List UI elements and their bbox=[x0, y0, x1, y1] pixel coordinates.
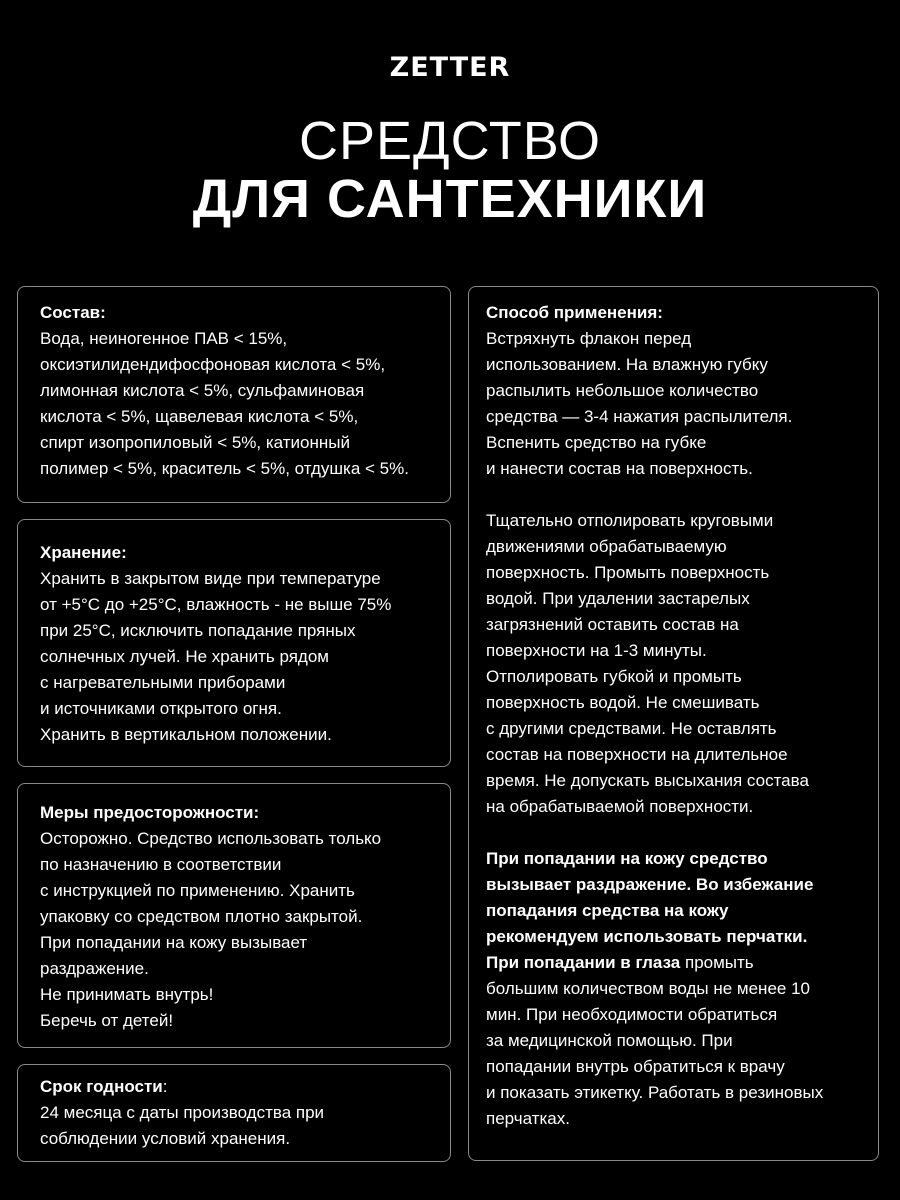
usage-line: Встряхнуть флакон перед bbox=[486, 329, 692, 348]
precautions-line: с инструкцией по применению. Хранить bbox=[40, 881, 355, 900]
precautions-line: При попадании на кожу вызывает bbox=[40, 933, 308, 952]
composition-card bbox=[17, 286, 451, 503]
shelf-life-colon: : bbox=[162, 1077, 168, 1096]
usage-line: водой. При удалении застарелых bbox=[486, 589, 750, 608]
usage-warning-line: При попадании на кожу средство bbox=[486, 849, 768, 868]
usage-line: Отполировать губкой и промыть bbox=[486, 667, 742, 686]
storage-line: с нагревательными приборами bbox=[40, 673, 286, 692]
usage-line: Тщательно отполировать круговыми bbox=[486, 511, 774, 530]
storage-line: и источниками открытого огня. bbox=[40, 699, 282, 718]
usage-line: с другими средствами. Не оставлять bbox=[486, 719, 777, 738]
eyes-warning-bold: При попадании в глаза bbox=[486, 953, 681, 972]
composition-line: кислота < 5%, щавелевая кислота < 5%, bbox=[40, 407, 359, 426]
shelf-life-card bbox=[17, 1064, 451, 1162]
page-title-line2: ДЛЯ САНТЕХНИКИ bbox=[192, 169, 708, 229]
usage-line: поверхность водой. Не смешивать bbox=[486, 693, 760, 712]
usage-line: и показать этикетку. Работать в резиновых bbox=[486, 1083, 824, 1102]
storage-heading: Хранение: bbox=[40, 543, 127, 562]
usage-line: за медицинской помощью. При bbox=[486, 1031, 733, 1050]
usage-warning-line: попадания средства на кожу bbox=[486, 901, 729, 920]
usage-line: Вспенить средство на губке bbox=[486, 433, 707, 452]
usage-heading: Способ применения: bbox=[486, 303, 663, 322]
composition-heading: Состав: bbox=[40, 303, 106, 322]
usage-line: мин. При необходимости обратиться bbox=[486, 1005, 778, 1024]
shelf-life-line: соблюдении условий хранения. bbox=[40, 1129, 291, 1148]
precautions-line: Осторожно. Средство использовать только bbox=[40, 829, 382, 848]
usage-line: поверхность. Промыть поверхность bbox=[486, 563, 770, 582]
usage-line: попадании внутрь обратиться к врачу bbox=[486, 1057, 785, 1076]
usage-card bbox=[468, 286, 879, 1161]
storage-line: при 25°С, исключить попадание пряных bbox=[40, 621, 356, 640]
storage-line: Хранить в вертикальном положении. bbox=[40, 725, 332, 744]
usage-line: состав на поверхности на длительное bbox=[486, 745, 788, 764]
storage-card bbox=[17, 519, 451, 767]
composition-line: Вода, неиногенное ПАВ < 15%, bbox=[40, 329, 288, 348]
composition-line: оксиэтилидендифосфоновая кислота < 5%, bbox=[40, 355, 386, 374]
precautions-line: раздражение. bbox=[40, 959, 149, 978]
precautions-line: Не принимать внутрь! bbox=[40, 985, 214, 1004]
storage-line: Хранить в закрытом виде при температуре bbox=[40, 569, 381, 588]
precautions-heading: Меры предосторожности: bbox=[40, 803, 260, 822]
storage-line: от +5°С до +25°С, влажность - не выше 75% bbox=[40, 595, 392, 614]
storage-line: солнечных лучей. Не хранить рядом bbox=[40, 647, 329, 666]
usage-line: большим количеством воды не менее 10 bbox=[486, 979, 810, 998]
composition-line: лимонная кислота < 5%, сульфаминовая bbox=[40, 381, 365, 400]
precautions-line: упаковку со средством плотно закрытой. bbox=[40, 907, 363, 926]
precautions-line: Беречь от детей! bbox=[40, 1011, 174, 1030]
shelf-life-line: 24 месяца с даты производства при bbox=[40, 1103, 325, 1122]
usage-line: загрязнений оставить состав на bbox=[486, 615, 739, 634]
usage-line: время. Не допускать высыхания состава bbox=[486, 771, 809, 790]
page-title-line1: СРЕДСТВО bbox=[298, 111, 602, 171]
brand-logo: ZETTER bbox=[389, 52, 511, 83]
usage-line: на обрабатываемой поверхности. bbox=[486, 797, 754, 816]
usage-line: поверхности на 1-3 минуты. bbox=[486, 641, 707, 660]
usage-line: распылить небольшое количество bbox=[486, 381, 759, 400]
precautions-line: по назначению в соответствии bbox=[40, 855, 282, 874]
composition-line: спирт изопропиловый < 5%, катионный bbox=[40, 433, 350, 452]
composition-line: полимер < 5%, краситель < 5%, отдушка < 5%. bbox=[40, 459, 409, 478]
usage-line: перчатках. bbox=[486, 1109, 570, 1128]
usage-line: средства — 3-4 нажатия распылителя. bbox=[486, 407, 793, 426]
usage-line: движениями обрабатываемую bbox=[486, 537, 727, 556]
eyes-warning-rest: промыть bbox=[680, 953, 754, 972]
shelf-life-heading: Срок годности bbox=[40, 1077, 163, 1096]
usage-warning-line: рекомендуем использовать перчатки. bbox=[486, 927, 808, 946]
precautions-card bbox=[17, 783, 451, 1048]
usage-line: использованием. На влажную губку bbox=[486, 355, 768, 374]
usage-line: и нанести состав на поверхность. bbox=[486, 459, 753, 478]
usage-warning-line: вызывает раздражение. Во избежание bbox=[486, 875, 814, 894]
